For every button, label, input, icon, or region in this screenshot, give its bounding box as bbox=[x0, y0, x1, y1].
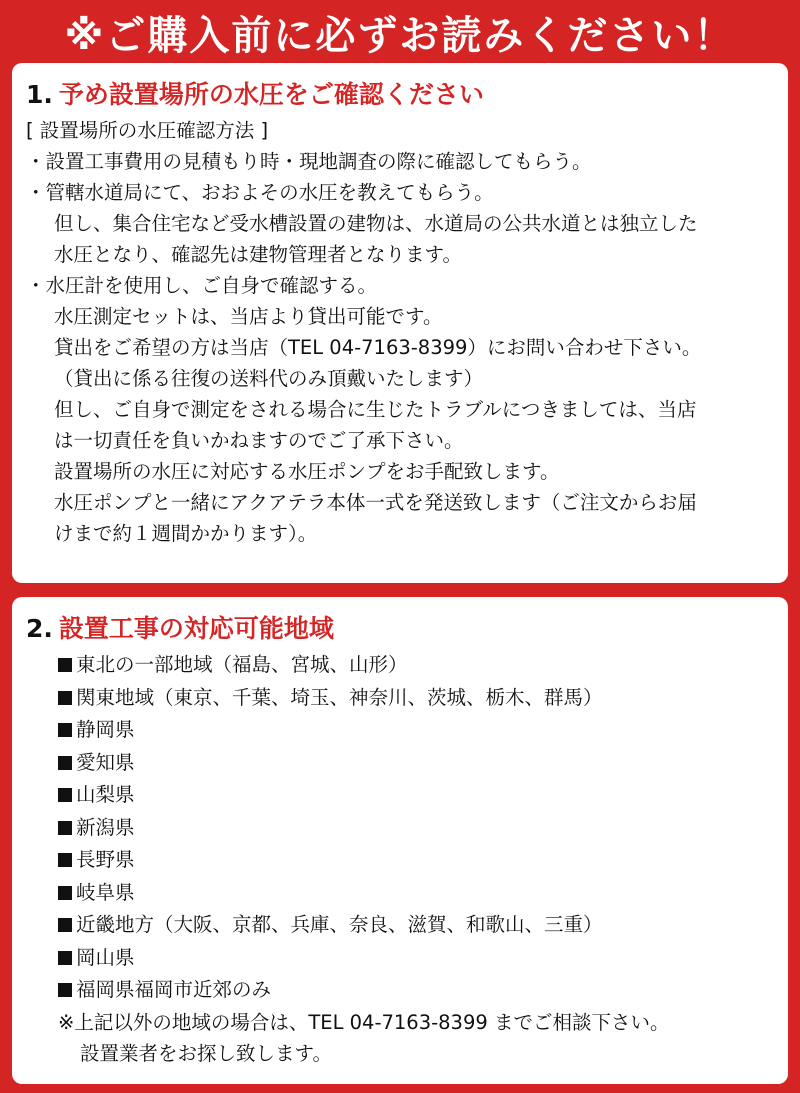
region-item bbox=[26, 877, 774, 910]
bullet-continuation: は一切責任を負いかねますのでご了承下さい。 bbox=[54, 429, 464, 452]
region-label: 東北の一部地域（福島、宮城、山形） bbox=[76, 653, 408, 676]
region-item bbox=[26, 909, 774, 942]
region-label: 近畿地方（大阪、京都、兵庫、奈良、滋賀、和歌山、三重） bbox=[76, 913, 603, 936]
bullet-continuation: 但し、集合住宅など受水槽設置の建物は、水道局の公共水道とは独立した bbox=[54, 212, 698, 235]
square-bullet-icon bbox=[58, 951, 72, 965]
bullet-continuation: 水圧となり、確認先は建物管理者となります。 bbox=[54, 243, 462, 266]
square-bullet-icon bbox=[58, 788, 72, 802]
bullet-continuation: 但し、ご自身で測定をされる場合に生じたトラブルにつきましては、当店 bbox=[54, 398, 697, 421]
region-label: 静岡県 bbox=[76, 718, 135, 741]
region-item bbox=[26, 942, 774, 975]
region-label: 長野県 bbox=[76, 848, 135, 871]
section-1-number: 1. bbox=[26, 80, 53, 109]
bullet-mark: ・ bbox=[26, 274, 46, 297]
square-bullet-icon bbox=[58, 723, 72, 737]
bullet-mark: ・ bbox=[26, 150, 46, 173]
square-bullet-icon bbox=[58, 756, 72, 770]
section-1-heading bbox=[26, 79, 774, 111]
square-bullet-icon bbox=[58, 853, 72, 867]
bullet-continuation: 水圧ポンプと一緒にアクアテラ本体一式を発送致します（ご注文からお届 bbox=[54, 491, 697, 514]
bullet-line: 管轄水道局にて、おおよその水圧を教えてもらう。 bbox=[45, 181, 494, 204]
bullet-continuation: 貸出をご希望の方は当店（TEL 04-7163-8399）にお問い合わせ下さい。 bbox=[54, 336, 702, 359]
contact-note-continuation: 設置業者をお探し致します。 bbox=[80, 1041, 332, 1065]
region-label: 岡山県 bbox=[76, 945, 135, 969]
region-label: 山梨県 bbox=[76, 783, 135, 806]
region-item bbox=[26, 649, 774, 682]
bullet-continuation: 水圧測定セットは、当店より貸出可能です。 bbox=[54, 305, 443, 328]
square-bullet-icon bbox=[58, 983, 72, 997]
section-water-pressure bbox=[12, 63, 788, 583]
region-item bbox=[26, 974, 774, 1007]
section-2-heading bbox=[26, 613, 774, 645]
bullet-continuation: けまで約１週間かかります）。 bbox=[54, 522, 318, 545]
region-label: 福岡県福岡市近郊のみ bbox=[76, 978, 272, 1001]
region-item bbox=[26, 812, 774, 845]
region-item bbox=[26, 747, 774, 780]
bullet-mark: ・ bbox=[26, 181, 46, 204]
region-item bbox=[26, 779, 774, 812]
contact-note: ※上記以外の地域の場合は、TEL 04-7163-8399 までご相談下さい。 bbox=[58, 1010, 670, 1034]
bullet-line: 水圧計を使用し、ご自身で確認する。 bbox=[45, 274, 378, 297]
region-label: 関東地域（東京、千葉、埼玉、神奈川、茨城、栃木、群馬） bbox=[76, 685, 603, 709]
square-bullet-icon bbox=[58, 886, 72, 900]
bullet-line: 設置工事費用の見積もり時・現地調査の際に確認してもらう。 bbox=[45, 150, 592, 173]
region-label: 新潟県 bbox=[76, 815, 135, 839]
bullet-continuation: 設置場所の水圧に対応する水圧ポンプをお手配致します。 bbox=[54, 460, 560, 483]
region-item bbox=[26, 714, 774, 747]
bullet-item bbox=[26, 270, 774, 301]
section-2-title: 設置工事の対応可能地域 bbox=[58, 614, 334, 643]
section-1-title: 予め設置場所の水圧をご確認ください bbox=[58, 80, 484, 109]
region-item bbox=[26, 682, 774, 715]
square-bullet-icon bbox=[58, 821, 72, 835]
section-2-number: 2. bbox=[26, 614, 53, 643]
square-bullet-icon bbox=[58, 691, 72, 705]
region-label: 愛知県 bbox=[76, 750, 135, 774]
square-bullet-icon bbox=[58, 658, 72, 672]
region-label: 岐阜県 bbox=[76, 880, 135, 904]
bullet-item bbox=[26, 146, 774, 177]
square-bullet-icon bbox=[58, 918, 72, 932]
region-item bbox=[26, 844, 774, 877]
banner-title: ※ご購入前に必ずお読みください！ bbox=[64, 12, 736, 59]
section-service-areas bbox=[12, 597, 788, 1084]
bullet-continuation: （貸出に係る往復の送料代のみ頂戴いたします） bbox=[54, 367, 484, 390]
bullet-item bbox=[26, 177, 774, 208]
method-heading: [ 設置場所の水圧確認方法 ] bbox=[26, 119, 269, 142]
